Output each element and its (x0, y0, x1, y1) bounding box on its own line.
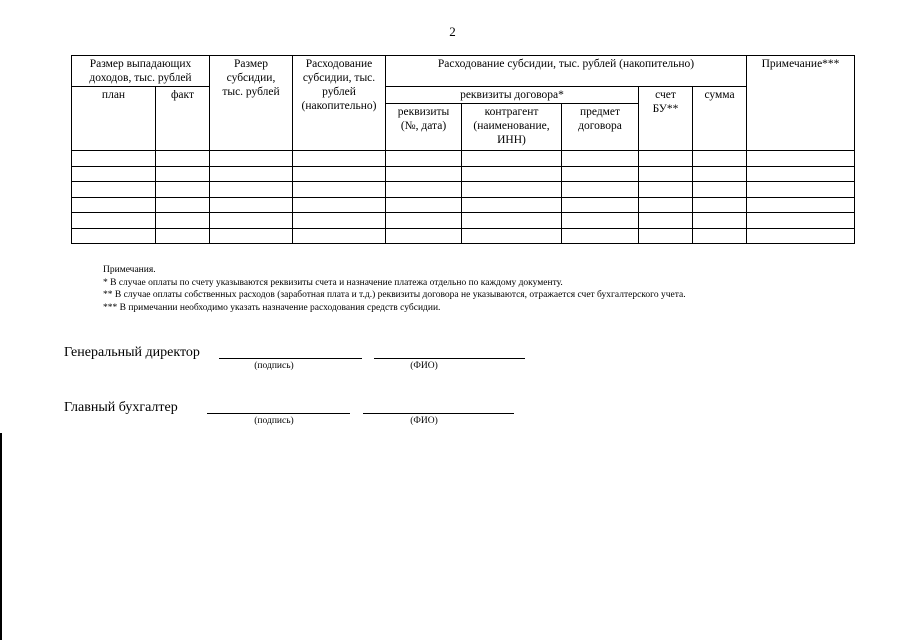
note-item: *** В примечании необходимо указать назначение расходования средств субсидии. (103, 302, 441, 313)
accountant-signature-line (207, 413, 350, 414)
header-note: Примечание*** (747, 56, 855, 151)
header-subsidy-spending-group: Расходование субсидии, тыс. рублей (накопительно) (386, 56, 747, 87)
notes-title: Примечания. (103, 265, 156, 275)
table-row (72, 151, 855, 167)
table-row (72, 198, 855, 213)
director-name-line (374, 358, 525, 359)
director-title: Генеральный директор (64, 345, 200, 360)
header-sum: сумма (693, 87, 747, 151)
accountant-name-line (363, 413, 514, 414)
note-item: * В случае оплаты по счету указываются реквизиты счета и назначение платежа отдельно по каждому документу. (103, 277, 563, 288)
header-details: реквизиты (№, дата) (386, 104, 462, 151)
director-signature-hint: (подпись) (254, 361, 294, 371)
table-row (72, 182, 855, 198)
header-plan: план (72, 87, 156, 151)
note-item: ** В случае оплаты собственных расходов (заработная плата и т.д.) реквизиты договора не указываются, отражается счет бухгалтерского учета. (103, 290, 686, 300)
header-contract-details: реквизиты договора* (386, 87, 639, 104)
header-account: счет БУ** (639, 87, 693, 151)
table-row (72, 229, 855, 244)
accountant-name-hint: (ФИО) (410, 416, 438, 426)
header-income: Размер выпадающих доходов, тыс. рублей (72, 56, 210, 87)
header-fact: факт (156, 87, 210, 151)
notes-block (103, 264, 686, 314)
header-contract-subject: предмет договора (562, 104, 639, 151)
accountant-signature-hint: (подпись) (254, 416, 294, 426)
header-subsidy-spending: Расходование субсидии, тыс. рублей (накопительно) (293, 56, 386, 151)
header-counterparty: контрагент (наименование, ИНН) (462, 104, 562, 151)
accountant-title: Главный бухгалтер (64, 400, 178, 415)
scan-edge-mark (0, 433, 2, 640)
header-subsidy-size: Размер субсидии, тыс. рублей (210, 56, 293, 151)
director-signature-line (219, 358, 362, 359)
table-row (72, 167, 855, 182)
page-number: 2 (449, 24, 456, 39)
table-row (72, 213, 855, 229)
subsidy-spending-table (71, 55, 855, 244)
director-name-hint: (ФИО) (410, 361, 438, 371)
